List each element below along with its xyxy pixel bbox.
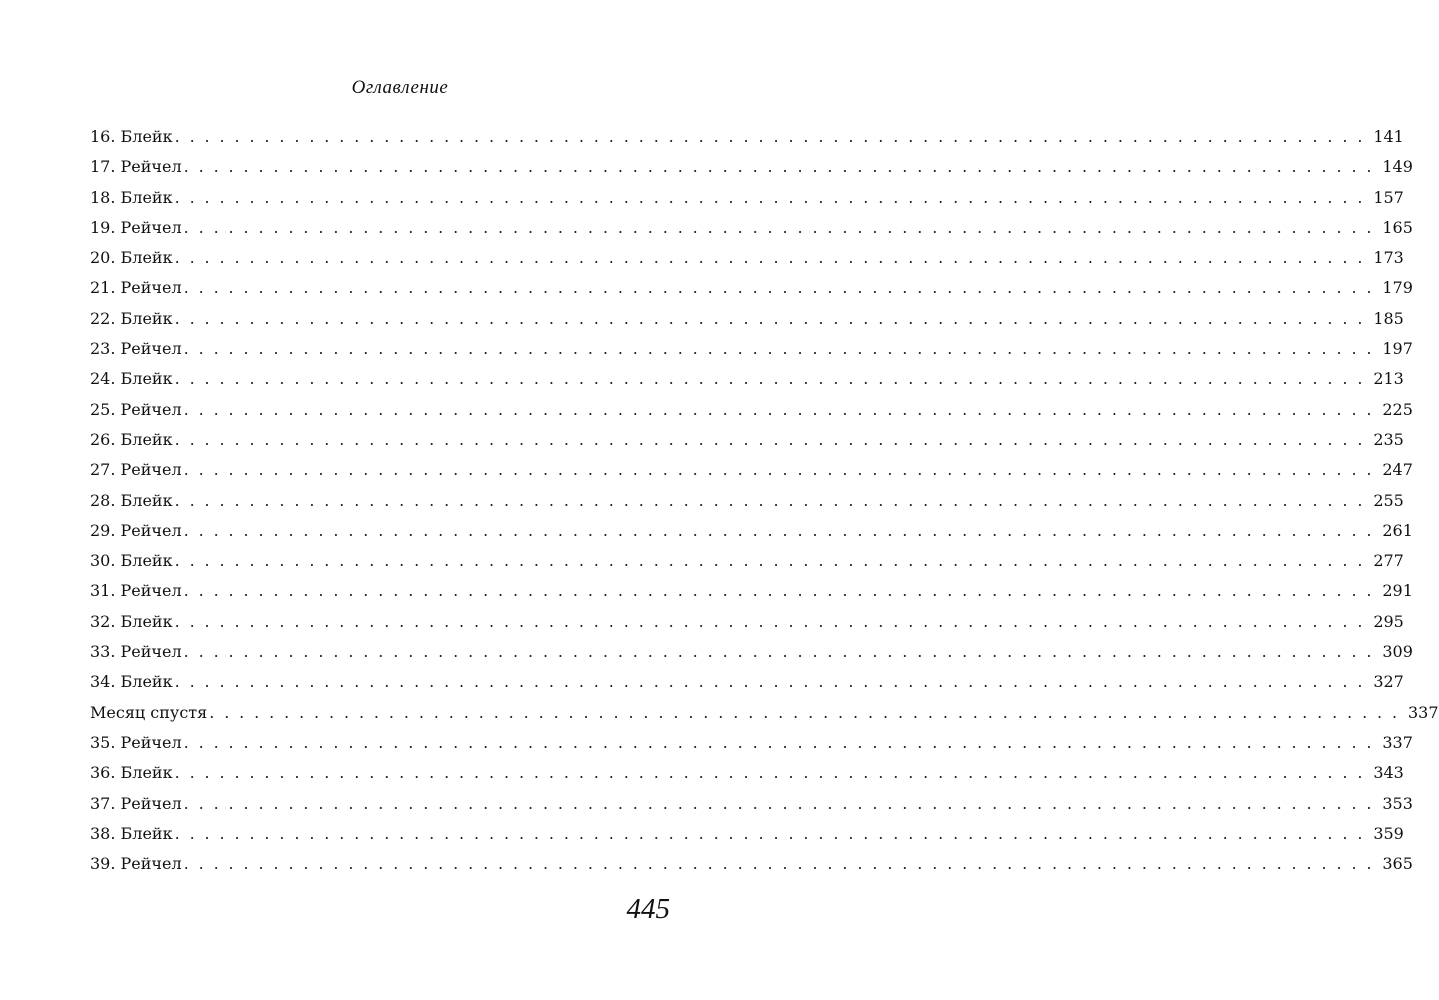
toc-entry-title: 31. Рейчел [90, 581, 182, 601]
dot-leader: . . . . . . . . . . . . . . . . . . . . . . . . . . . . . . . . . . . . . . . . . . . . . . . . . . . . . . . . . . . . . . . . . . . . . . . . . . . . . . . . [183, 581, 1374, 601]
toc-entry-page: 337 [1382, 732, 1413, 752]
toc-entry [90, 459, 1413, 489]
toc-entry-title: 17. Рейчел [90, 157, 182, 177]
toc-entry-page: 141 [1373, 127, 1404, 146]
toc-entry [90, 247, 1404, 277]
toc-entry [90, 823, 1404, 853]
toc-entry-page: 365 [1382, 854, 1413, 874]
toc-entry-page: 173 [1373, 248, 1404, 268]
toc-entry [90, 641, 1413, 671]
toc-entry-title: 28. Блейк [90, 490, 173, 510]
toc-entry-page: 225 [1382, 399, 1413, 419]
toc-entry-page: 247 [1382, 460, 1413, 480]
toc-entry-title: 24. Блейк [90, 369, 173, 389]
toc-entry-title: 21. Рейчел [90, 278, 182, 298]
toc-entry-page: 337 [1407, 702, 1439, 722]
dot-leader: . . . . . . . . . . . . . . . . . . . . . . . . . . . . . . . . . . . . . . . . . . . . . . . . . . . . . . . . . . . . . . . . . . . . . . . . . . . . . . . . [183, 157, 1374, 177]
dot-leader: . . . . . . . . . . . . . . . . . . . . . . . . . . . . . . . . . . . . . . . . . . . . . . . . . . . . . . . . . . . . . . . . . . . . . . . . . . . . . . . . [183, 520, 1374, 540]
toc-entry [90, 520, 1413, 550]
toc-entry-page: 179 [1382, 278, 1413, 298]
toc-entry-page: 149 [1382, 157, 1413, 177]
toc-entry-page: 291 [1382, 581, 1413, 601]
dot-leader: . . . . . . . . . . . . . . . . . . . . . . . . . . . . . . . . . . . . . . . . . . . . . . . . . . . . . . . . . . . . . . . . . . . . . . . . . . . . . . . . [174, 429, 1365, 449]
dot-leader: . . . . . . . . . . . . . . . . . . . . . . . . . . . . . . . . . . . . . . . . . . . . . . . . . . . . . . . . . . . . . . . . . . . . . . . . . . . . . . . . [183, 399, 1374, 419]
dot-leader: . . . . . . . . . . . . . . . . . . . . . . . . . . . . . . . . . . . . . . . . . . . . . . . . . . . . . . . . . . . . . . . . . . . . . . . . . . . . . . . . [174, 187, 1365, 207]
toc-entry-page: 213 [1373, 369, 1404, 389]
toc-entry-title: 25. Рейчел [90, 399, 182, 419]
toc-entry-title: 27. Рейчел [90, 460, 182, 480]
toc-entry-page: 165 [1382, 217, 1413, 237]
toc-entry-page: 343 [1373, 763, 1404, 783]
dot-leader: . . . . . . . . . . . . . . . . . . . . . . . . . . . . . . . . . . . . . . . . . . . . . . . . . . . . . . . . . . . . . . . . . . . . . . . . . . . . . . . . [174, 551, 1365, 571]
toc-entry-title: 22. Блейк [90, 308, 173, 328]
dot-leader: . . . . . . . . . . . . . . . . . . . . . . . . . . . . . . . . . . . . . . . . . . . . . . . . . . . . . . . . . . . . . . . . . . . . . . . . . . . . . . . . [174, 763, 1365, 783]
dot-leader: . . . . . . . . . . . . . . . . . . . . . . . . . . . . . . . . . . . . . . . . . . . . . . . . . . . . . . . . . . . . . . . . . . . . . . . . . . . . . . . . [174, 248, 1365, 268]
dot-leader: . . . . . . . . . . . . . . . . . . . . . . . . . . . . . . . . . . . . . . . . . . . . . . . . . . . . . . . . . . . . . . . . . . . . . . . . . . . . . . . . [183, 278, 1374, 298]
table-of-contents [90, 126, 1439, 883]
toc-entry [90, 368, 1404, 398]
toc-entry [90, 550, 1404, 580]
toc-entry-title: 39. Рейчел [90, 854, 182, 874]
toc-entry [90, 702, 1439, 732]
toc-entry-title: 23. Рейчел [90, 339, 182, 359]
dot-leader: . . . . . . . . . . . . . . . . . . . . . . . . . . . . . . . . . . . . . . . . . . . . . . . . . . . . . . . . . . . . . . . . . . . . . . . . . . . . . . . . [174, 611, 1365, 631]
dot-leader: . . . . . . . . . . . . . . . . . . . . . . . . . . . . . . . . . . . . . . . . . . . . . . . . . . . . . . . . . . . . . . . . . . . . . . . . . . . . . . . . [174, 369, 1365, 389]
running-title: Оглавление [351, 77, 449, 98]
dot-leader: . . . . . . . . . . . . . . . . . . . . . . . . . . . . . . . . . . . . . . . . . . . . . . . . . . . . . . . . . . . . . . . . . . . . . . . . . . . . . . . . [183, 339, 1374, 359]
toc-entry-title: 37. Рейчел [90, 793, 182, 813]
toc-entry [90, 762, 1404, 792]
toc-entry-title: 33. Рейчел [90, 642, 182, 662]
dot-leader: . . . . . . . . . . . . . . . . . . . . . . . . . . . . . . . . . . . . . . . . . . . . . . . . . . . . . . . . . . . . . . . . . . . . . . . . . . . . . . . . [183, 460, 1374, 480]
dot-leader: . . . . . . . . . . . . . . . . . . . . . . . . . . . . . . . . . . . . . . . . . . . . . . . . . . . . . . . . . . . . . . . . . . . . . . . . . . . . . . . . [174, 672, 1365, 692]
toc-entry-page: 261 [1382, 520, 1413, 540]
page-number: 445 [626, 893, 670, 925]
toc-entry-title: 35. Рейчел [90, 732, 182, 752]
toc-entry [90, 429, 1404, 459]
toc-entry-page: 277 [1373, 551, 1404, 571]
dot-leader: . . . . . . . . . . . . . . . . . . . . . . . . . . . . . . . . . . . . . . . . . . . . . . . . . . . . . . . . . . . . . . . . . . . . . . . . . . . . . . . . [174, 490, 1365, 510]
toc-entry-page: 309 [1382, 642, 1413, 662]
dot-leader: . . . . . . . . . . . . . . . . . . . . . . . . . . . . . . . . . . . . . . . . . . . . . . . . . . . . . . . . . . . . . . . . . . . . . . . . . . . . . . . . [174, 308, 1365, 328]
toc-entry-title: 30. Блейк [90, 551, 173, 571]
dot-leader: . . . . . . . . . . . . . . . . . . . . . . . . . . . . . . . . . . . . . . . . . . . . . . . . . . . . . . . . . . . . . . . . . . . . . . . . . . . . . . . . [209, 702, 1400, 722]
toc-entry-title: 29. Рейчел [90, 520, 182, 540]
toc-entry-page: 157 [1373, 187, 1404, 207]
toc-entry-title: 32. Блейк [90, 611, 173, 631]
toc-entry [90, 338, 1413, 368]
toc-entry [90, 611, 1404, 641]
toc-entry-page: 185 [1373, 308, 1404, 328]
toc-entry [90, 217, 1413, 247]
toc-entry-page: 197 [1382, 339, 1413, 359]
dot-leader: . . . . . . . . . . . . . . . . . . . . . . . . . . . . . . . . . . . . . . . . . . . . . . . . . . . . . . . . . . . . . . . . . . . . . . . . . . . . . . . . [183, 217, 1374, 237]
toc-entry-title: Месяц спустя [90, 702, 208, 722]
toc-entry-page: 255 [1373, 490, 1404, 510]
toc-entry-title: 34. Блейк [90, 672, 173, 692]
toc-entry-page: 295 [1373, 611, 1404, 631]
dot-leader: . . . . . . . . . . . . . . . . . . . . . . . . . . . . . . . . . . . . . . . . . . . . . . . . . . . . . . . . . . . . . . . . . . . . . . . . . . . . . . . . [174, 823, 1365, 843]
toc-entry-title: 18. Блейк [90, 187, 173, 207]
toc-entry [90, 732, 1413, 762]
toc-entry-title: 20. Блейк [90, 248, 173, 268]
toc-entry [90, 580, 1413, 610]
dot-leader: . . . . . . . . . . . . . . . . . . . . . . . . . . . . . . . . . . . . . . . . . . . . . . . . . . . . . . . . . . . . . . . . . . . . . . . . . . . . . . . . [183, 793, 1374, 813]
dot-leader: . . . . . . . . . . . . . . . . . . . . . . . . . . . . . . . . . . . . . . . . . . . . . . . . . . . . . . . . . . . . . . . . . . . . . . . . . . . . . . . . [174, 127, 1365, 146]
toc-entry [90, 156, 1413, 186]
toc-entry-page: 327 [1373, 672, 1404, 692]
toc-entry [90, 671, 1404, 701]
toc-entry-page: 235 [1373, 429, 1404, 449]
toc-entry [90, 399, 1413, 429]
toc-entry [90, 793, 1413, 823]
toc-entry-page: 353 [1382, 793, 1413, 813]
dot-leader: . . . . . . . . . . . . . . . . . . . . . . . . . . . . . . . . . . . . . . . . . . . . . . . . . . . . . . . . . . . . . . . . . . . . . . . . . . . . . . . . [183, 642, 1374, 662]
toc-entry-title: 36. Блейк [90, 763, 173, 783]
toc-entry-title: 26. Блейк [90, 429, 173, 449]
toc-entry [90, 277, 1413, 307]
toc-entry [90, 187, 1404, 217]
toc-entry [90, 126, 1404, 156]
toc-entry [90, 308, 1404, 338]
toc-entry [90, 853, 1413, 883]
dot-leader: . . . . . . . . . . . . . . . . . . . . . . . . . . . . . . . . . . . . . . . . . . . . . . . . . . . . . . . . . . . . . . . . . . . . . . . . . . . . . . . . [183, 732, 1374, 752]
dot-leader: . . . . . . . . . . . . . . . . . . . . . . . . . . . . . . . . . . . . . . . . . . . . . . . . . . . . . . . . . . . . . . . . . . . . . . . . . . . . . . . . [183, 854, 1374, 874]
toc-entry-title: 38. Блейк [90, 823, 173, 843]
toc-entry-page: 359 [1373, 823, 1404, 843]
toc-entry-title: 16. Блейк [90, 127, 173, 146]
toc-entry [90, 490, 1404, 520]
toc-entry-title: 19. Рейчел [90, 217, 182, 237]
